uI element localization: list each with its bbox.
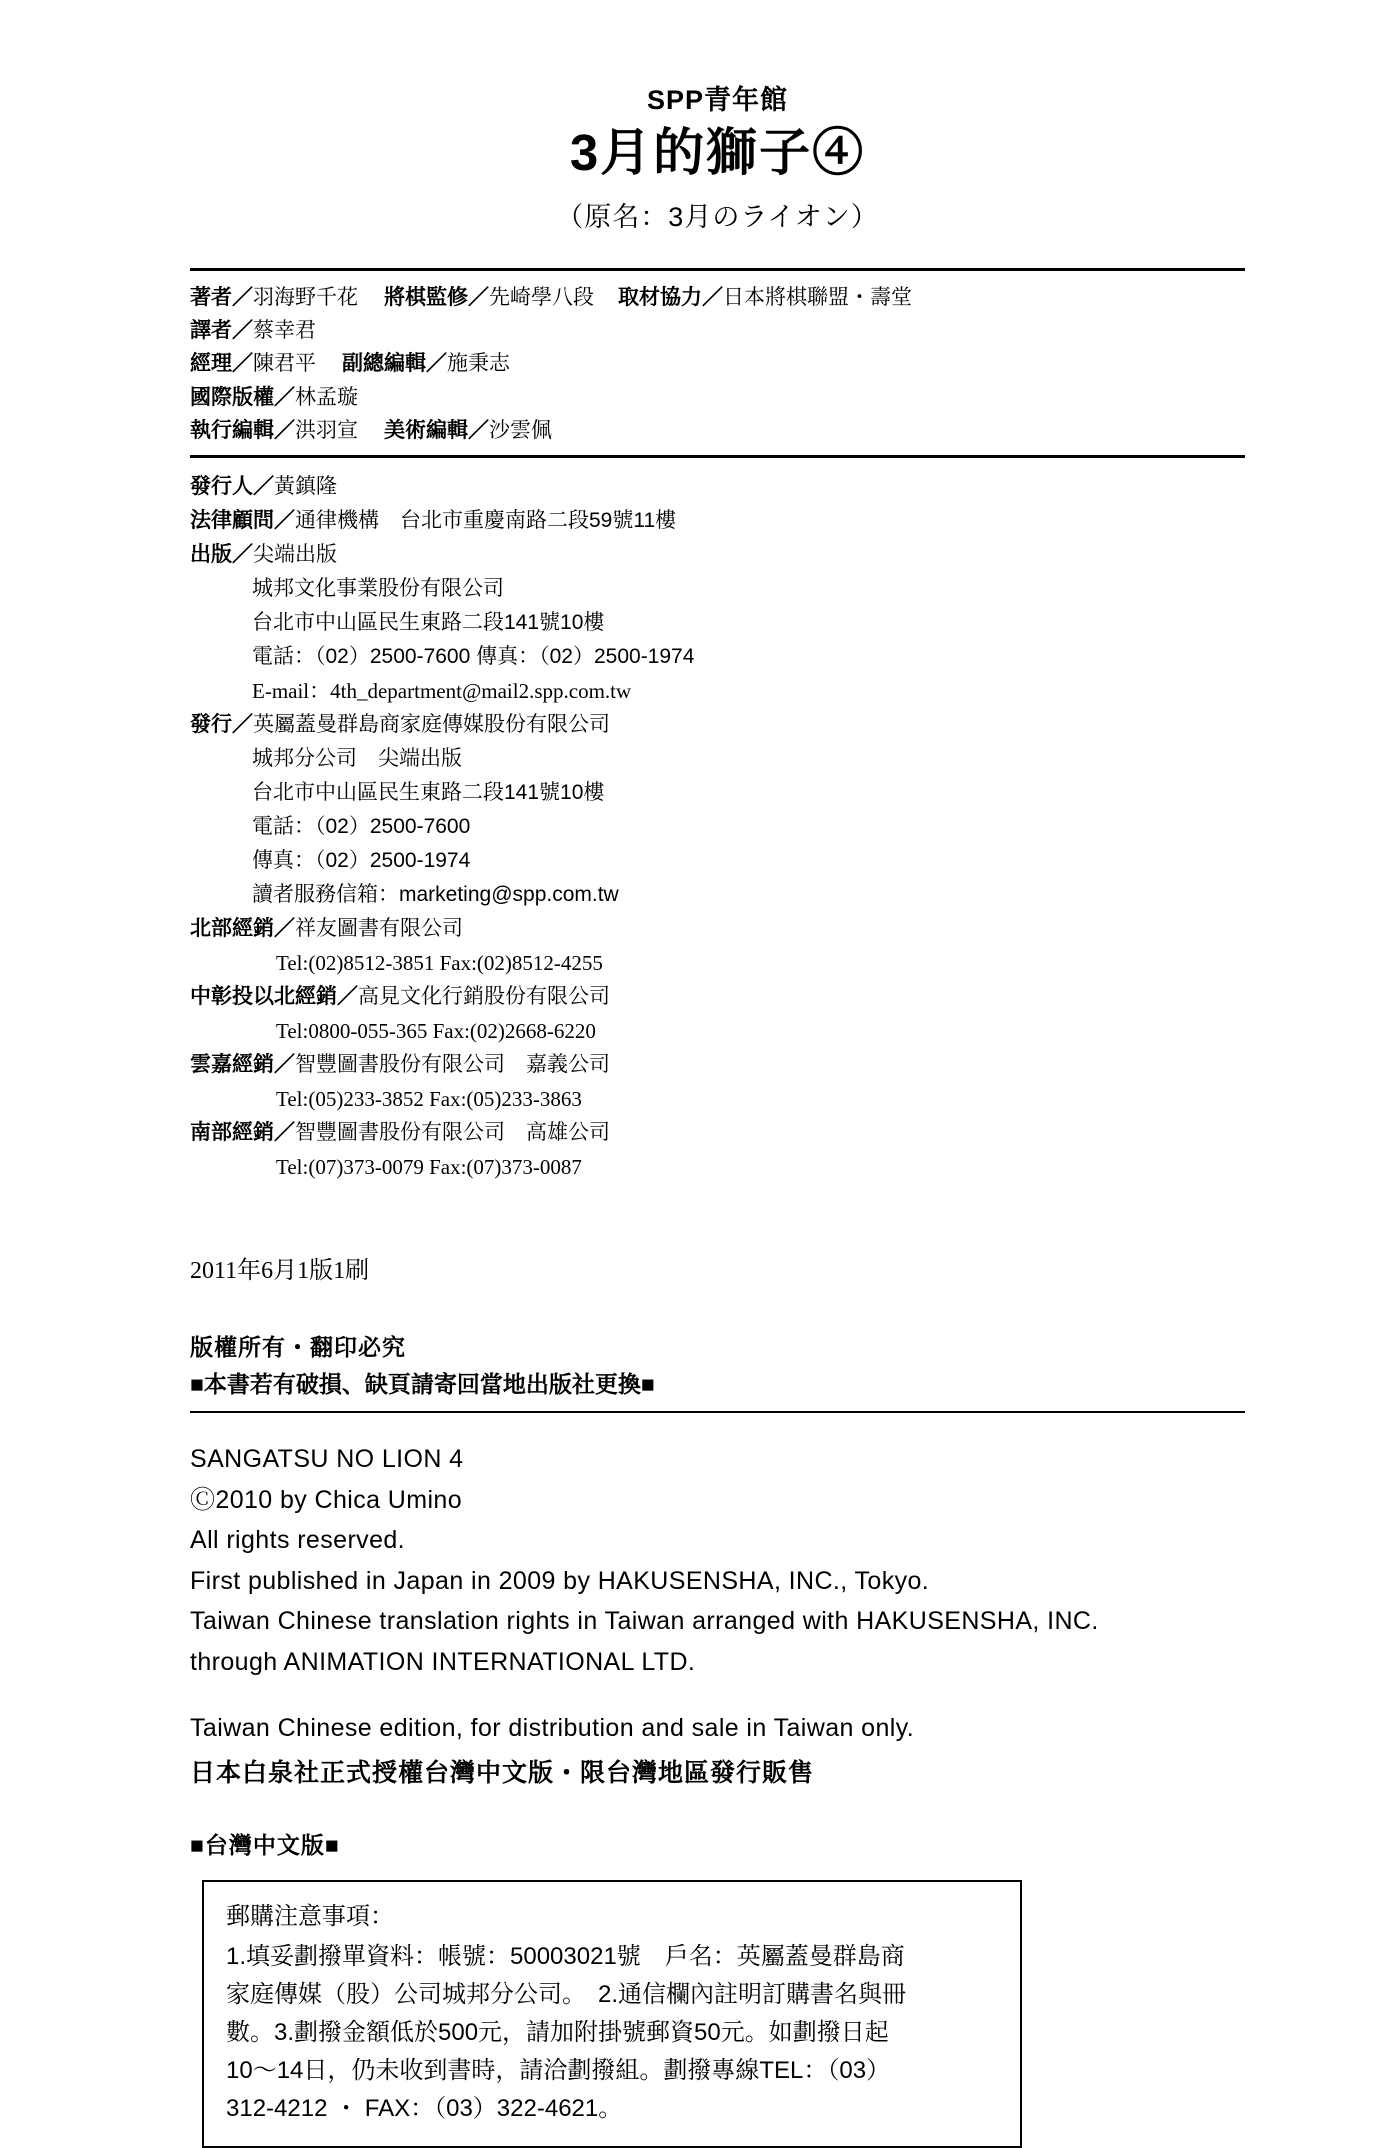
publisher-line — [190, 606, 1245, 640]
publisher-line — [190, 504, 1245, 538]
publisher-line-text: 電話：（02）2500-7600 傳真：（02）2500-1974 — [252, 645, 695, 669]
credit-label: 國際版權／ — [190, 385, 295, 409]
distributor-contact-text: Tel:(02)8512-3851 Fax:(02)8512-4255 — [276, 951, 603, 976]
credit-row — [190, 381, 1245, 414]
credit-label: 執行編輯／ — [190, 418, 295, 442]
publisher-phone-line — [190, 810, 1245, 844]
publisher-line-text: 尖端出版 — [253, 542, 337, 566]
publisher-line — [190, 538, 1245, 572]
credit-label-2: 副總編輯／ — [342, 352, 447, 376]
damage-replacement-notice: ■本書若有破損、缺頁請寄回當地出版社更換■ — [190, 1371, 655, 1398]
publisher-service-email-line — [190, 878, 1245, 912]
publisher-line-label: 法律顧問／ — [190, 508, 295, 532]
publisher-line — [190, 776, 1245, 810]
english-agency: through ANIMATION INTERNATIONAL LTD. — [190, 1647, 696, 1676]
publisher-line-text: 傳真：（02）2500-1974 — [252, 849, 471, 873]
distributor-name: 智豐圖書股份有限公司 嘉義公司 — [295, 1053, 610, 1077]
credit-row — [190, 314, 1245, 347]
publisher-fax-line — [190, 844, 1245, 878]
mail-order-line: 數。3.劃撥金額低於500元，請加附掛號郵資50元。如劃撥日起 — [226, 2019, 889, 2046]
credit-label-3: 取材協力／ — [618, 286, 723, 310]
publisher-line-text: 城邦文化事業股份有限公司 — [252, 577, 504, 600]
colophon-inner — [190, 78, 1245, 2148]
publisher-line-label: 發行／ — [190, 713, 253, 737]
distributor-name: 祥友圖書有限公司 — [295, 917, 463, 941]
distributor-contact — [190, 1150, 1245, 1184]
distributor-contact — [190, 946, 1245, 980]
distributor-label: 中彰投以北經銷／ — [190, 985, 358, 1009]
publisher-line-text: 台北市中山區民生東路二段141號10樓 — [252, 611, 605, 635]
publisher-block — [190, 458, 1245, 1194]
credit-value: 蔡幸君 — [253, 319, 316, 343]
credit-label: 譯者／ — [190, 319, 253, 343]
credit-value: 陳君平 — [253, 352, 316, 376]
credit-label-2: 美術編輯／ — [384, 418, 489, 442]
distributor-line — [190, 980, 1245, 1014]
publisher-line-label: 發行人／ — [190, 474, 274, 498]
credit-value: 洪羽宣 — [295, 418, 358, 442]
distributor-line — [190, 912, 1245, 946]
credit-value: 林孟璇 — [295, 385, 358, 409]
publisher-line-text: E-mail：4th_department@mail2.spp.com.tw — [252, 679, 632, 704]
publisher-line — [190, 572, 1245, 606]
publisher-line — [190, 470, 1245, 504]
distributor-line — [190, 1048, 1245, 1082]
credit-value-3: 日本將棋聯盟・壽堂 — [723, 286, 912, 310]
english-title: SANGATSU NO LION 4 — [190, 1445, 464, 1474]
distributor-label: 北部經銷／ — [190, 917, 295, 941]
distributor-label: 南部經銷／ — [190, 1121, 295, 1145]
imprint-label: SPP青年館 — [646, 85, 789, 115]
publisher-line — [190, 742, 1245, 776]
publisher-line — [190, 708, 1245, 742]
credit-value-2: 先崎學八段 — [489, 286, 594, 310]
mail-order-line: 1.填妥劃撥單資料：帳號：50003021號 戶名：英屬蓋曼群島商 — [226, 1943, 905, 1971]
english-copyright: Ⓒ2010 by Chica Umino — [190, 1485, 463, 1514]
credit-row — [190, 281, 1245, 314]
mail-order-line: 家庭傳媒（股）公司城邦分公司。 2.通信欄內註明訂購書名與冊 — [226, 1981, 907, 2009]
credit-label: 著者／ — [190, 286, 253, 310]
publisher-line-label: 出版／ — [190, 542, 253, 566]
credits-block — [190, 271, 1245, 455]
distributor-contact-text: Tel:(07)373-0079 Fax:(07)373-0087 — [276, 1155, 582, 1180]
mail-order-header: 郵購注意事項： — [226, 1903, 394, 1931]
credit-value-2: 沙雲佩 — [489, 418, 552, 442]
taiwan-edition-mark: ■台灣中文版■ — [190, 1832, 340, 1859]
english-translation-rights: Taiwan Chinese translation rights in Taiwan arranged with HAKUSENSHA, INC. — [190, 1607, 1099, 1636]
publisher-line-text: 英屬蓋曼群島商家庭傳媒股份有限公司 — [253, 713, 610, 737]
publisher-line-text: 城邦分公司 尖端出版 — [252, 747, 462, 771]
publisher-line-text: 電話：（02）2500-7600 — [252, 815, 471, 839]
distributor-label: 雲嘉經銷／ — [190, 1053, 295, 1077]
distributor-name: 高見文化行銷股份有限公司 — [358, 985, 610, 1009]
distributor-line — [190, 1116, 1245, 1150]
credit-row — [190, 414, 1245, 447]
english-copyright-block — [190, 1439, 1245, 1793]
distributor-contact-text: Tel:0800-055-365 Fax:(02)2668-6220 — [276, 1019, 596, 1044]
license-notice-cjk: 日本白泉社正式授權台灣中文版・限台灣地區發行販售 — [190, 1758, 815, 1787]
publisher-line-text: 讀者服務信箱：marketing@spp.com.tw — [252, 883, 619, 907]
distributor-name: 智豐圖書股份有限公司 高雄公司 — [295, 1121, 610, 1145]
credit-label-2: 將棋監修／ — [384, 286, 489, 310]
credit-value-2: 施秉志 — [447, 352, 510, 376]
publisher-line-text: 黃鎮隆 — [274, 474, 337, 498]
publisher-line-text: 通律機構 台北市重慶南路二段59號11樓 — [295, 508, 677, 532]
english-rights: All rights reserved. — [190, 1526, 406, 1555]
distributor-contact — [190, 1014, 1245, 1048]
rights-reserved-notice: 版權所有・翻印必究 — [190, 1334, 406, 1361]
publisher-phone-line — [190, 640, 1245, 674]
credit-label: 經理／ — [190, 352, 253, 376]
english-distribution-notice: Taiwan Chinese edition, for distribution and sale in Taiwan only. — [190, 1714, 915, 1743]
publisher-email-line — [190, 674, 1245, 708]
credit-row — [190, 347, 1245, 380]
mail-order-notice-box — [202, 1880, 1022, 2147]
mail-order-line: 10～14日，仍未收到書時，請洽劃撥組。劃撥專線TEL：（03） — [226, 2056, 891, 2084]
credit-value: 羽海野千花 — [253, 286, 358, 310]
distributor-contact — [190, 1082, 1245, 1116]
page-title: 3月的獅子④ — [569, 124, 866, 181]
divider-bottom — [190, 1411, 1245, 1413]
english-first-published: First published in Japan in 2009 by HAKUSENSHA, INC., Tokyo. — [190, 1566, 930, 1595]
publisher-line-text: 台北市中山區民生東路二段141號10樓 — [252, 781, 605, 805]
print-date: 2011年6月1版1刷 — [190, 1258, 370, 1285]
mail-order-line: 312-4212 ・ FAX：（03）322-4621。 — [226, 2094, 623, 2122]
original-title: （原名：3月のライオン） — [556, 202, 879, 233]
distributor-contact-text: Tel:(05)233-3852 Fax:(05)233-3863 — [276, 1087, 582, 1112]
